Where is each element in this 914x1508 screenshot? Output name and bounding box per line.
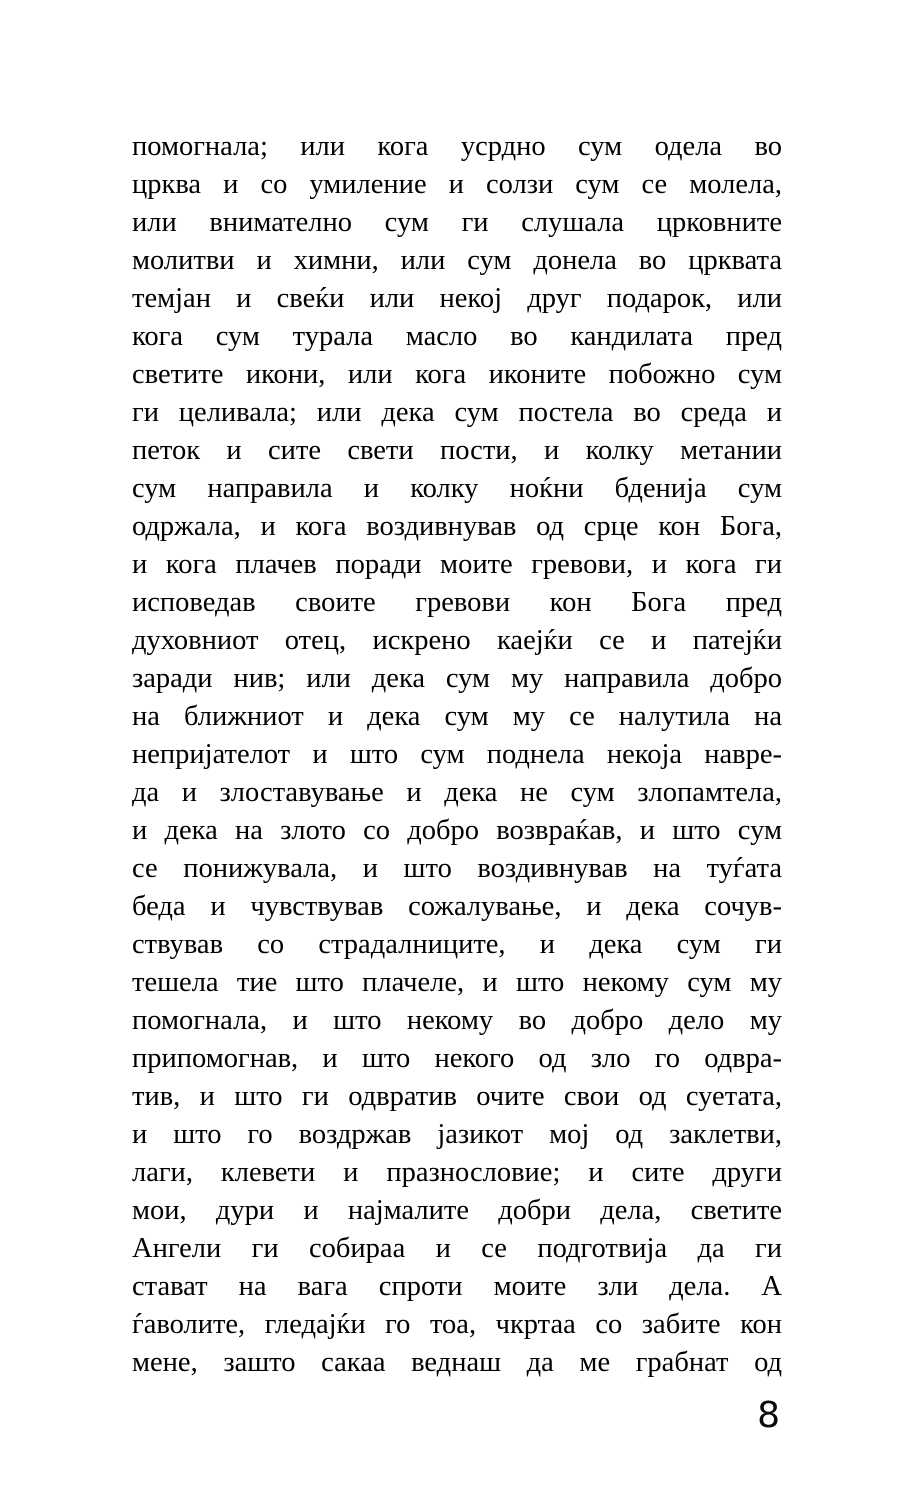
text-line: и кога плачев поради моите гревови, и кога ги: [132, 549, 782, 580]
text-line: заради нив; или дека сум му направила добро: [132, 663, 782, 694]
text-line: петок и сите свети пости, и колку метании: [132, 435, 782, 466]
text-line: и дека на злото со добро возвраќав, и што сум: [132, 815, 782, 846]
text-line: на ближниот и дека сум му се налутила на: [132, 701, 782, 732]
text-line: кога сум турала масло во кандилата пред: [132, 321, 782, 352]
text-line: мои, дури и најмалите добри дела, светите: [132, 1195, 782, 1226]
text-line: ствував со страдалниците, и дека сум ги: [132, 929, 782, 960]
text-line: припомогнав, и што некого од зло го одвра-: [132, 1043, 782, 1074]
text-line: или внимателно сум ги слушала црковните: [132, 207, 782, 238]
text-line: темјан и свеќи или некој друг подарок, или: [132, 283, 782, 314]
text-line: исповедав своите гревови кон Бога пред: [132, 587, 782, 618]
text-line: црква и со умиление и солзи сум се молела,: [132, 169, 782, 200]
text-line: сум направила и колку ноќни бденија сум: [132, 473, 782, 504]
text-line: молитви и химни, или сум донела во црквата: [132, 245, 782, 276]
text-line: тешела тие што плачеле, и што некому сум му: [132, 967, 782, 998]
text-line: тив, и што ги одвратив очите свои од суетата,: [132, 1081, 782, 1112]
text-line: да и злоставување и дека не сум злопамтела,: [132, 777, 782, 808]
text-line: се понижувала, и што воздивнував на туѓата: [132, 853, 782, 884]
text-line: лаги, клевети и празнословие; и сите други: [132, 1157, 782, 1188]
text-line: беда и чувствував сожалување, и дека сочув-: [132, 891, 782, 922]
text-line: непријателот и што сум поднела некоја навре-: [132, 739, 782, 770]
text-line: ги целивала; или дека сум постела во среда и: [132, 397, 782, 428]
text-line: помогнала, и што некому во добро дело му: [132, 1005, 782, 1036]
text-line: светите икони, или кога иконите побожно сум: [132, 359, 782, 390]
text-line: духовниот отец, искрено каејќи се и патејќи: [132, 625, 782, 656]
text-line: стават на вага спроти моите зли дела. А: [132, 1271, 782, 1302]
text-line: ѓаволите, гледајќи го тоа, чкртаа со забите кон: [132, 1309, 782, 1340]
body-text: [132, 128, 782, 1382]
text-line: Ангели ги собираа и се подготвија да ги: [132, 1233, 782, 1264]
text-line: помогнала; или кога усрдно сум одела во: [132, 131, 782, 162]
page-number: 8: [757, 1395, 780, 1436]
text-line: одржала, и кога воздивнував од срце кон Бога,: [132, 511, 782, 542]
text-line: мене, зашто сакаа веднаш да ме грабнат од: [132, 1347, 782, 1378]
text-line: и што го воздржав јазикот мој од заклетви,: [132, 1119, 782, 1150]
